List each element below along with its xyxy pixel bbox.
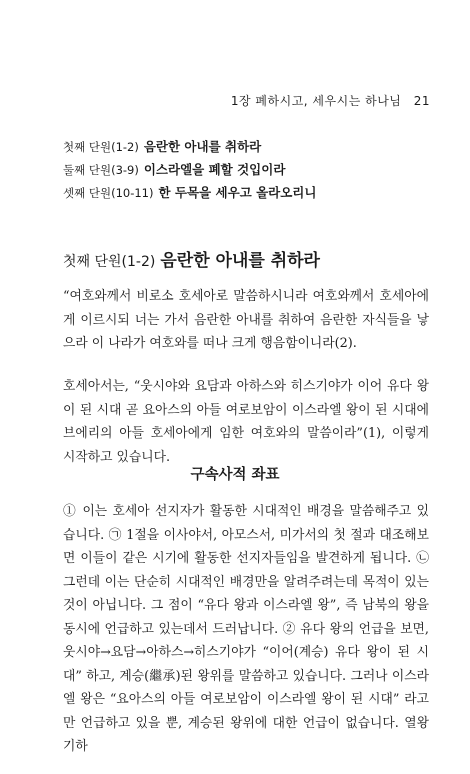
outline-item-title: 이스라엘을 폐할 것입이라 [143, 162, 286, 177]
commentary-paragraph: ① 이는 호세아 선지자가 활동한 시대적인 배경을 말씀해주고 있습니다. ㉠ 1절을 이사야서, 아모스서, 미가서의 첫 절과 대조해보면 이들이 같은 시기에 활동한 선지자들임을 발견하게 됩니다. ㉡ 그런데 이는 단순히 시대적인 배경만을 알려주려는데 목적이 있는 것이 아닙니다. 그 점이 “유다 왕과 이스라엘 왕”, 즉 남북의 왕을 동시에 언급하고 있는데서 드러납니다. ② 유다 왕의 언급을 보면, 웃시야→요담→아하스→히스기야가 “이어(계승) 유다 왕이 된 시대” 하고, 계승(繼承)된 왕위를 말씀하고 있습니다. 그러나 이스라엘 왕은 “요아스의 아들 여로보암이 이스라엘 왕이 된 시대” 라고만 언급하고 있을 뿐, 계승된 왕위에 대한 언급이 없습니다. 열왕기하 [63, 504, 429, 754]
outline-item-title: 한 두목을 세우고 올라오리니 [158, 185, 317, 200]
section-title: 음란한 아내를 취하라 [160, 251, 320, 271]
running-header [231, 92, 430, 109]
outline-item-label: 첫째 단원(1-2) [63, 140, 139, 154]
outline-item [63, 134, 316, 157]
section-label: 첫째 단원(1-2) [63, 254, 156, 270]
subheading: 구속사적 좌표 [190, 467, 280, 483]
unit-outline [63, 134, 316, 203]
outline-item [63, 157, 316, 180]
outline-item-label: 셋째 단원(10-11) [63, 186, 154, 200]
outline-item [63, 180, 316, 203]
outline-item-title: 음란한 아내를 취하라 [143, 139, 262, 154]
outline-item-label: 둘째 단원(3-9) [63, 163, 139, 177]
scripture-quote-paragraph: “여호와께서 비로소 호세아로 말씀하시니라 여호와께서 호세아에게 이르시되 너는 가서 음란한 아내를 취하여 음란한 자식들을 낳으라 이 나라가 여호와를 떠나 크게 행음함이니라(2). [63, 289, 429, 351]
page-number: 21 [413, 94, 430, 108]
running-title: 1장 폐하시고, 세우시는 하나님 [230, 94, 402, 108]
section-heading [63, 246, 320, 271]
intro-paragraph: 호세아서는, “웃시야와 요담과 아하스와 히스기야가 이어 유다 왕이 된 시대 곧 요아스의 아들 여로보암이 이스라엘 왕이 된 시대에 브에리의 아들 호세아에게 임한 여호와의 말씀이라”(1), 이렇게 시작하고 있습니다. [63, 379, 429, 465]
